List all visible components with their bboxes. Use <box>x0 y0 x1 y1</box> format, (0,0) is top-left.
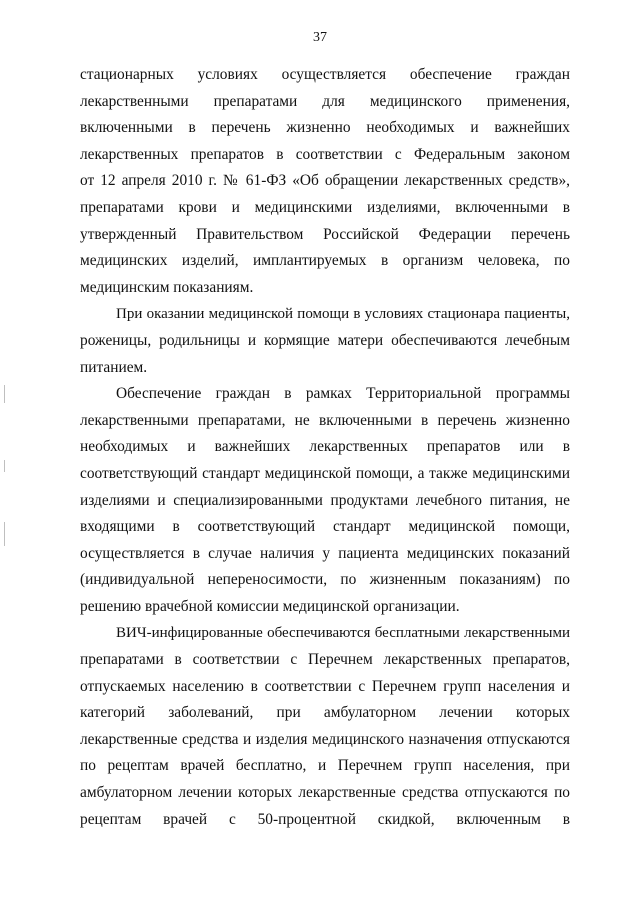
paragraph-4 <box>80 620 570 833</box>
text-line: от 12 апреля 2010 г. № 61-ФЗ «Об обращении лекарственных средств», <box>80 172 570 190</box>
text-line: (индивидуальной непереносимости, по жизненным показаниям) по <box>80 571 570 589</box>
scan-edge-mark <box>4 385 5 403</box>
paragraph-3 <box>80 381 570 620</box>
text-line: категорий заболеваний, при амбулаторном лечении которых <box>80 704 570 722</box>
body-text <box>80 62 570 833</box>
text-line: ВИЧ-инфицированные обеспечиваются бесплатными лекарственными <box>116 625 570 642</box>
text-line: Обеспечение граждан в рамках Территориальной программы <box>116 385 570 403</box>
page-number: 37 <box>313 30 327 45</box>
text-line: роженицы, родильницы и кормящие матери обеспечиваются лечебным <box>80 331 570 349</box>
text-line: амбулаторном лечении которых лекарственные средства отпускаются по <box>80 784 570 802</box>
text-line: лекарственные средства и изделия медицинского назначения отпускаются <box>80 730 570 748</box>
scan-edge-mark <box>4 522 5 546</box>
text-line: отпускаемых населению в соответствии с Перечнем групп населения и <box>80 677 570 695</box>
text-line: лекарственных препаратов в соответствии с Федеральным законом <box>80 145 570 163</box>
text-line: входящими в соответствующий стандарт медицинской помощи, <box>80 518 570 536</box>
text-line: необходимых и важнейших лекарственных препаратов или в <box>80 438 570 456</box>
text-line: изделиями и специализированными продуктами лечебного питания, не <box>80 491 570 509</box>
text-line: стационарных условиях осуществляется обеспечение граждан <box>80 66 570 83</box>
text-line: рецептам врачей с 50-процентной скидкой, включенным в <box>80 810 570 828</box>
text-line: утвержденный Правительством Российской Федерации перечень <box>80 225 570 243</box>
text-line: осуществляется в случае наличия у пациента медицинских показаний <box>80 544 570 562</box>
text-line: по рецептам врачей бесплатно, и Перечнем групп населения, при <box>80 757 570 775</box>
text-line: При оказании медицинской помощи в условиях стационара пациенты, <box>116 306 570 323</box>
text-line: включенными в перечень жизненно необходимых и важнейших <box>80 119 570 137</box>
text-line: препаратами в соответствии с Перечнем лекарственных препаратов, <box>80 651 570 669</box>
text-line: лекарственными препаратами для медицинского применения, <box>80 92 570 110</box>
text-line: медицинским показаниям. <box>80 278 254 296</box>
text-line: препаратами крови и медицинскими изделиями, включенными в <box>80 198 570 216</box>
paragraph-2 <box>80 301 570 381</box>
text-line: решению врачебной комиссии медицинской организации. <box>80 597 460 615</box>
paragraph-1 <box>80 62 570 301</box>
text-line: соответствующий стандарт медицинской помощи, а также медицинскими <box>80 464 570 482</box>
text-line: лекарственными препаратами, не включенными в перечень жизненно <box>80 411 570 429</box>
scan-edge-mark <box>4 460 5 472</box>
text-line: медицинских изделий, имплантируемых в организм человека, по <box>80 252 570 270</box>
text-line: питанием. <box>80 358 148 376</box>
